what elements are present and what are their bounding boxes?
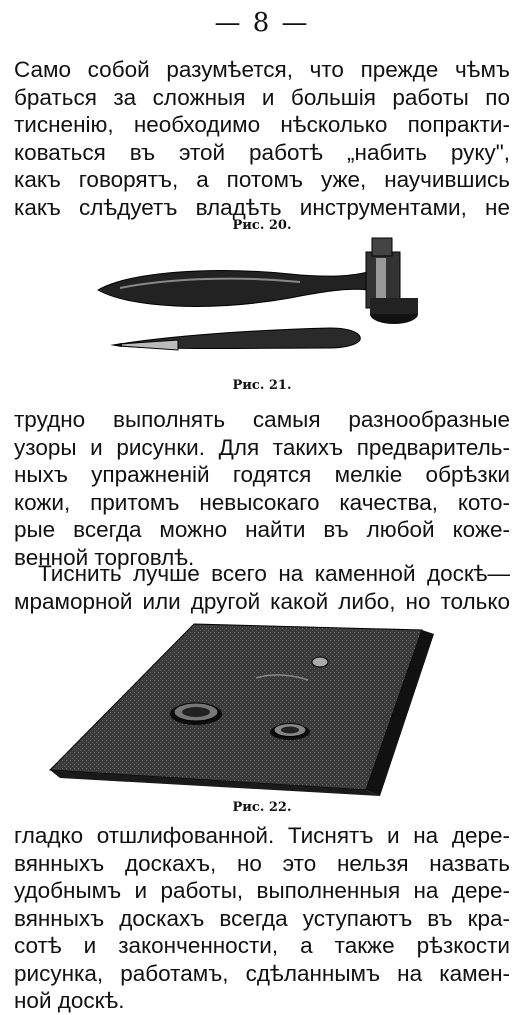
text-line: узоры и рисунки. Для такихъ предваритель- [14, 434, 510, 460]
text-line: рисунка, работамъ, сдѣланнымъ на камен- [14, 960, 510, 986]
text-line: Само собой разумѣется, что прежде чѣмъ [14, 57, 510, 82]
text-line: вянныхъ доскахъ, но это нельзя назвать [14, 850, 510, 876]
page-number: — 8 — [214, 8, 310, 38]
text-line: кожи, притомъ невысокаго качества, кото- [14, 489, 510, 515]
text-line: гладко отшлифованной. Тиснятъ и на дере- [14, 823, 510, 848]
text-line: рые всегда можно найти въ любой коже- [14, 517, 510, 542]
text-line: Тиснить лучше всего на каменной доскѣ— [38, 561, 510, 586]
text-line: трудно выполнять самыя разнообразные [14, 407, 510, 432]
text-line: какъ слѣдуетъ владѣть инструментами, не [14, 194, 510, 220]
text-line: венной торговлѣ. [14, 544, 195, 570]
paragraph-4 [14, 822, 510, 1015]
figure-22-caption: Рис. 22. [232, 800, 292, 815]
text-line: коваться въ этой работѣ „набить руку", [14, 139, 510, 165]
text-line: мраморной или другой какой либо, но только [14, 588, 510, 614]
paragraph-3 [14, 560, 510, 615]
text-line: вянныхъ доскахъ всегда уступаютъ въ кра- [14, 905, 510, 931]
paragraph-1 [14, 56, 510, 221]
text-line: удобнымъ и работы, выполненныя на дере- [14, 878, 510, 903]
text-line: какъ говорятъ, а потомъ уже, научившись [14, 167, 510, 192]
figure-21-caption: Рис. 21. [232, 378, 292, 393]
paragraph-2 [14, 406, 510, 571]
stone-board-illustration [46, 620, 446, 802]
text-line: ной доскѣ. [14, 988, 125, 1013]
text-line: ныхъ упражненій годятся мелкіе обрѣзки [14, 462, 510, 487]
tools-illustration [90, 232, 430, 368]
text-line: тисненію, необходимо нѣсколько попракти- [14, 112, 510, 137]
figure-20-caption: Рис. 20. [232, 218, 292, 233]
text-line: браться за сложныя и большія работы по [14, 84, 510, 110]
text-line: сотѣ и законченности, а также рѣзкости [14, 933, 510, 958]
